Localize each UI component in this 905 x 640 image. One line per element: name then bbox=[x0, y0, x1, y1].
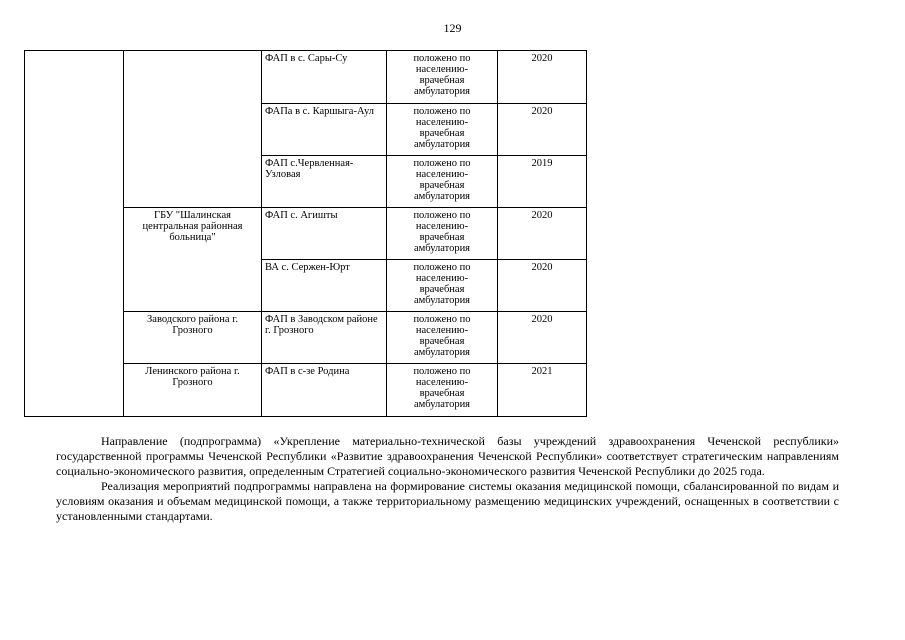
reason-text: положено по населению- врачебная амбулатория bbox=[413, 53, 471, 97]
year-cell: 2021 bbox=[498, 364, 587, 417]
year-cell: 2020 bbox=[498, 208, 587, 260]
reason-text: положено по населению- врачебная амбулатория bbox=[413, 158, 471, 202]
org-cell: Заводского района г. Грозного bbox=[124, 312, 262, 364]
page-number: 129 bbox=[443, 21, 462, 35]
facility-cell: ФАП в с-зе Родина bbox=[262, 364, 387, 417]
facility-cell: ВА с. Сержен-Юрт bbox=[262, 260, 387, 312]
reason-cell bbox=[387, 156, 498, 208]
reason-cell bbox=[387, 208, 498, 260]
org-cell: ГБУ "Шалинская центральная районная больница" bbox=[124, 208, 262, 312]
facility-cell: ФАП в Заводском районе г. Грозного bbox=[262, 312, 387, 364]
facility-cell: ФАПа в с. Каршыга-Аул bbox=[262, 104, 387, 156]
reason-cell bbox=[387, 312, 498, 364]
reason-cell bbox=[387, 104, 498, 156]
reason-cell bbox=[387, 364, 498, 417]
reason-cell bbox=[387, 51, 498, 104]
year-cell: 2020 bbox=[498, 312, 587, 364]
table-row bbox=[25, 51, 587, 104]
reason-text: положено по населению- врачебная амбулатория bbox=[413, 210, 471, 254]
facility-cell: ФАП в с. Сары-Су bbox=[262, 51, 387, 104]
body-text bbox=[56, 434, 839, 524]
facility-cell: ФАП с.Червленная-Узловая bbox=[262, 156, 387, 208]
org-cell bbox=[124, 51, 262, 208]
reason-text: положено по населению- врачебная амбулатория bbox=[413, 314, 471, 358]
org-cell: Ленинского района г. Грозного bbox=[124, 364, 262, 417]
reason-text: положено по населению- врачебная амбулатория bbox=[413, 262, 471, 306]
facilities-table bbox=[24, 50, 587, 417]
facility-cell: ФАП с. Агишты bbox=[262, 208, 387, 260]
reason-text: положено по населению- врачебная амбулатория bbox=[413, 366, 471, 410]
reason-text: положено по населению- врачебная амбулатория bbox=[413, 106, 471, 150]
paragraph: Направление (подпрограмма) «Укрепление материально-технической базы учреждений здравоохранения Чеченской республики» государственной программы Чеченской Республики «Развитие здравоохранения Чеченской Республики» соответствует стратегическим направлениям социально-экономического развития, определенным Стратегией социально-экономического развития Чеченской Республики до 2025 года. bbox=[56, 434, 839, 478]
year-cell: 2019 bbox=[498, 156, 587, 208]
year-cell: 2020 bbox=[498, 104, 587, 156]
year-cell: 2020 bbox=[498, 51, 587, 104]
region-cell bbox=[25, 51, 124, 417]
paragraph: Реализация мероприятий подпрограммы направлена на формирование системы оказания медицинской помощи, сбалансированной по видам и условиям оказания и объемам медицинской помощи, а также территориальному размещению медицинских учреждений, оснащенных в соответствии с установленными стандартами. bbox=[56, 479, 839, 523]
year-cell: 2020 bbox=[498, 260, 587, 312]
reason-cell bbox=[387, 260, 498, 312]
